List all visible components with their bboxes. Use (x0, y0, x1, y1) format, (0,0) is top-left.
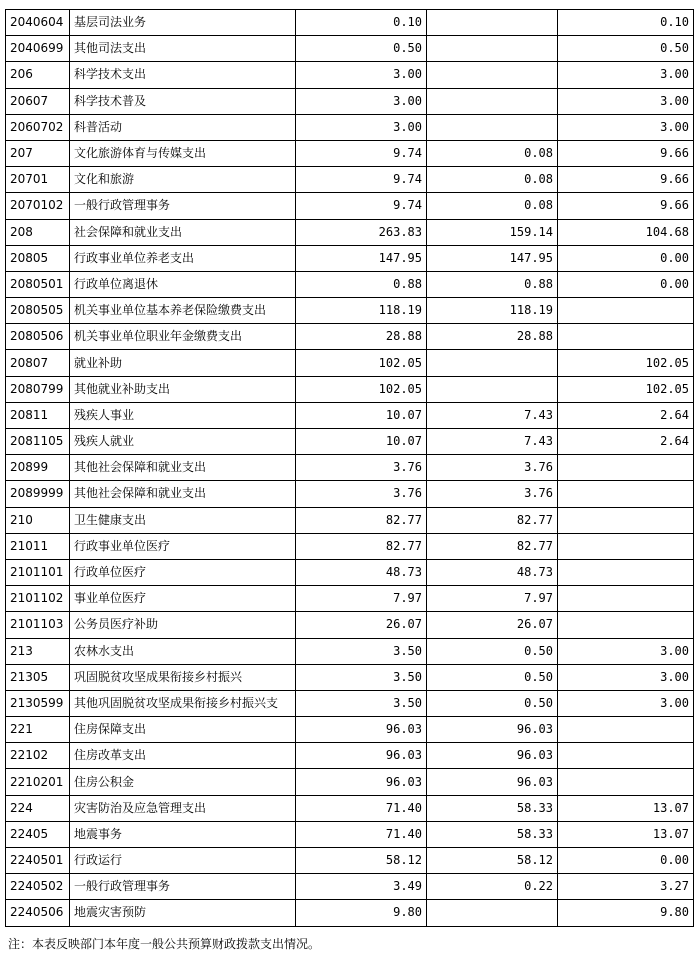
cell-total: 3.76 (296, 481, 427, 507)
cell-name: 地震事务 (70, 821, 296, 847)
cell-total: 3.00 (296, 114, 427, 140)
table-row (6, 245, 694, 271)
cell-code: 224 (6, 795, 70, 821)
cell-code: 2130599 (6, 690, 70, 716)
cell-total: 147.95 (296, 245, 427, 271)
cell-project: 0.00 (558, 245, 694, 271)
cell-name: 其他司法支出 (70, 36, 296, 62)
cell-name: 行政事业单位医疗 (70, 533, 296, 559)
cell-project (558, 586, 694, 612)
table-row (6, 507, 694, 533)
cell-code: 20805 (6, 245, 70, 271)
cell-project: 0.00 (558, 271, 694, 297)
cell-project (558, 559, 694, 585)
cell-code: 20899 (6, 455, 70, 481)
table-row (6, 821, 694, 847)
cell-basic (427, 88, 558, 114)
cell-name: 机关事业单位职业年金缴费支出 (70, 324, 296, 350)
cell-basic: 0.50 (427, 638, 558, 664)
cell-code: 20607 (6, 88, 70, 114)
table-row (6, 193, 694, 219)
table-row (6, 167, 694, 193)
cell-total: 71.40 (296, 795, 427, 821)
table-row (6, 586, 694, 612)
cell-name: 公务员医疗补助 (70, 612, 296, 638)
cell-code: 22102 (6, 743, 70, 769)
cell-basic: 58.33 (427, 821, 558, 847)
cell-project: 2.64 (558, 402, 694, 428)
cell-project (558, 769, 694, 795)
cell-total: 71.40 (296, 821, 427, 847)
cell-total: 118.19 (296, 298, 427, 324)
cell-basic: 48.73 (427, 559, 558, 585)
cell-total: 10.07 (296, 402, 427, 428)
cell-project (558, 455, 694, 481)
cell-project (558, 743, 694, 769)
cell-total: 82.77 (296, 507, 427, 533)
cell-project: 13.07 (558, 795, 694, 821)
table-note: 注：本表反映部门本年度一般公共预算财政拨款支出情况。 (8, 937, 321, 951)
cell-project: 104.68 (558, 219, 694, 245)
cell-total: 3.50 (296, 690, 427, 716)
cell-total: 0.10 (296, 10, 427, 36)
cell-basic: 26.07 (427, 612, 558, 638)
cell-basic: 82.77 (427, 533, 558, 559)
cell-code: 2240506 (6, 900, 70, 926)
cell-code: 206 (6, 62, 70, 88)
cell-name: 文化旅游体育与传媒支出 (70, 140, 296, 166)
cell-basic: 3.76 (427, 481, 558, 507)
table-row (6, 638, 694, 664)
cell-project (558, 717, 694, 743)
cell-basic: 7.43 (427, 429, 558, 455)
table-row (6, 271, 694, 297)
cell-total: 96.03 (296, 743, 427, 769)
cell-name: 灾害防治及应急管理支出 (70, 795, 296, 821)
table-body (6, 10, 694, 927)
cell-basic: 0.08 (427, 167, 558, 193)
cell-basic (427, 376, 558, 402)
cell-project: 102.05 (558, 376, 694, 402)
cell-name: 其他社会保障和就业支出 (70, 455, 296, 481)
cell-name: 巩固脱贫攻坚成果衔接乡村振兴 (70, 664, 296, 690)
cell-code: 2080501 (6, 271, 70, 297)
table-row (6, 795, 694, 821)
cell-total: 48.73 (296, 559, 427, 585)
cell-total: 7.97 (296, 586, 427, 612)
cell-code: 2210201 (6, 769, 70, 795)
cell-total: 10.07 (296, 429, 427, 455)
cell-code: 2101102 (6, 586, 70, 612)
cell-total: 3.49 (296, 874, 427, 900)
cell-code: 213 (6, 638, 70, 664)
cell-total: 96.03 (296, 769, 427, 795)
cell-code: 2101101 (6, 559, 70, 585)
cell-total: 28.88 (296, 324, 427, 350)
cell-code: 20807 (6, 350, 70, 376)
cell-name: 科学技术支出 (70, 62, 296, 88)
cell-name: 住房公积金 (70, 769, 296, 795)
cell-name: 行政单位离退休 (70, 271, 296, 297)
cell-code: 2040604 (6, 10, 70, 36)
table-row (6, 429, 694, 455)
cell-project (558, 533, 694, 559)
cell-code: 2060702 (6, 114, 70, 140)
cell-basic: 58.33 (427, 795, 558, 821)
table-row (6, 10, 694, 36)
cell-code: 2070102 (6, 193, 70, 219)
table-row (6, 848, 694, 874)
table-row (6, 402, 694, 428)
table-row (6, 324, 694, 350)
cell-name: 事业单位医疗 (70, 586, 296, 612)
table-row (6, 769, 694, 795)
cell-project: 3.00 (558, 114, 694, 140)
cell-code: 21011 (6, 533, 70, 559)
cell-total: 82.77 (296, 533, 427, 559)
cell-name: 地震灾害预防 (70, 900, 296, 926)
cell-basic: 96.03 (427, 717, 558, 743)
cell-name: 农林水支出 (70, 638, 296, 664)
table-row (6, 612, 694, 638)
table-row (6, 533, 694, 559)
cell-code: 208 (6, 219, 70, 245)
table-row (6, 743, 694, 769)
cell-code: 2080799 (6, 376, 70, 402)
cell-name: 机关事业单位基本养老保险缴费支出 (70, 298, 296, 324)
cell-name: 卫生健康支出 (70, 507, 296, 533)
cell-code: 2081105 (6, 429, 70, 455)
cell-name: 就业补助 (70, 350, 296, 376)
cell-name: 住房改革支出 (70, 743, 296, 769)
cell-project: 0.00 (558, 848, 694, 874)
table-row (6, 690, 694, 716)
cell-code: 2040699 (6, 36, 70, 62)
cell-project: 3.00 (558, 638, 694, 664)
cell-project: 2.64 (558, 429, 694, 455)
cell-total: 3.50 (296, 638, 427, 664)
cell-basic: 96.03 (427, 743, 558, 769)
table-row (6, 62, 694, 88)
cell-basic: 0.22 (427, 874, 558, 900)
cell-name: 住房保障支出 (70, 717, 296, 743)
cell-basic (427, 62, 558, 88)
cell-project: 0.10 (558, 10, 694, 36)
cell-project: 9.66 (558, 140, 694, 166)
table-row (6, 376, 694, 402)
cell-code: 2080505 (6, 298, 70, 324)
cell-total: 96.03 (296, 717, 427, 743)
cell-name: 科学技术普及 (70, 88, 296, 114)
cell-project (558, 481, 694, 507)
cell-basic: 0.08 (427, 140, 558, 166)
cell-name: 残疾人就业 (70, 429, 296, 455)
cell-project: 102.05 (558, 350, 694, 376)
cell-basic (427, 114, 558, 140)
cell-name: 其他巩固脱贫攻坚成果衔接乡村振兴支 (70, 690, 296, 716)
cell-total: 9.74 (296, 193, 427, 219)
cell-basic: 159.14 (427, 219, 558, 245)
cell-name: 行政事业单位养老支出 (70, 245, 296, 271)
cell-name: 其他就业补助支出 (70, 376, 296, 402)
cell-project: 9.80 (558, 900, 694, 926)
cell-project: 13.07 (558, 821, 694, 847)
cell-total: 3.00 (296, 62, 427, 88)
cell-basic: 28.88 (427, 324, 558, 350)
cell-basic: 0.50 (427, 690, 558, 716)
cell-code: 2101103 (6, 612, 70, 638)
table-row (6, 717, 694, 743)
cell-project: 3.00 (558, 690, 694, 716)
cell-basic: 0.08 (427, 193, 558, 219)
table-row (6, 219, 694, 245)
cell-project: 3.00 (558, 664, 694, 690)
cell-basic: 58.12 (427, 848, 558, 874)
budget-expenditure-table (5, 9, 694, 927)
cell-project: 0.50 (558, 36, 694, 62)
cell-total: 3.00 (296, 88, 427, 114)
cell-name: 社会保障和就业支出 (70, 219, 296, 245)
cell-project (558, 324, 694, 350)
cell-code: 2089999 (6, 481, 70, 507)
cell-basic: 82.77 (427, 507, 558, 533)
table-row (6, 874, 694, 900)
cell-total: 9.74 (296, 167, 427, 193)
cell-project (558, 507, 694, 533)
cell-basic (427, 900, 558, 926)
table-row (6, 350, 694, 376)
cell-code: 20811 (6, 402, 70, 428)
cell-basic: 3.76 (427, 455, 558, 481)
cell-name: 科普活动 (70, 114, 296, 140)
table-row (6, 664, 694, 690)
table-row (6, 559, 694, 585)
cell-code: 2080506 (6, 324, 70, 350)
cell-basic: 0.50 (427, 664, 558, 690)
table-row (6, 88, 694, 114)
cell-basic: 7.97 (427, 586, 558, 612)
cell-name: 文化和旅游 (70, 167, 296, 193)
cell-name: 一般行政管理事务 (70, 874, 296, 900)
table-row (6, 481, 694, 507)
cell-total: 9.80 (296, 900, 427, 926)
cell-code: 221 (6, 717, 70, 743)
table-row (6, 455, 694, 481)
cell-basic: 0.88 (427, 271, 558, 297)
cell-total: 102.05 (296, 376, 427, 402)
table-row (6, 36, 694, 62)
cell-basic: 147.95 (427, 245, 558, 271)
cell-total: 3.76 (296, 455, 427, 481)
cell-total: 3.50 (296, 664, 427, 690)
cell-basic: 7.43 (427, 402, 558, 428)
cell-project: 3.27 (558, 874, 694, 900)
cell-basic: 118.19 (427, 298, 558, 324)
table-row (6, 140, 694, 166)
cell-code: 210 (6, 507, 70, 533)
cell-name: 基层司法业务 (70, 10, 296, 36)
cell-code: 22405 (6, 821, 70, 847)
cell-name: 行政运行 (70, 848, 296, 874)
cell-code: 2240501 (6, 848, 70, 874)
cell-project: 9.66 (558, 193, 694, 219)
cell-name: 残疾人事业 (70, 402, 296, 428)
cell-basic: 96.03 (427, 769, 558, 795)
cell-total: 9.74 (296, 140, 427, 166)
cell-code: 2240502 (6, 874, 70, 900)
cell-code: 21305 (6, 664, 70, 690)
cell-name: 行政单位医疗 (70, 559, 296, 585)
cell-code: 20701 (6, 167, 70, 193)
cell-total: 263.83 (296, 219, 427, 245)
cell-basic (427, 350, 558, 376)
cell-total: 26.07 (296, 612, 427, 638)
table-row (6, 114, 694, 140)
cell-name: 一般行政管理事务 (70, 193, 296, 219)
cell-project: 3.00 (558, 62, 694, 88)
cell-basic (427, 36, 558, 62)
cell-project: 3.00 (558, 88, 694, 114)
cell-basic (427, 10, 558, 36)
table-row (6, 900, 694, 926)
cell-project (558, 298, 694, 324)
cell-total: 0.50 (296, 36, 427, 62)
cell-total: 0.88 (296, 271, 427, 297)
cell-code: 207 (6, 140, 70, 166)
table-row (6, 298, 694, 324)
cell-project: 9.66 (558, 167, 694, 193)
cell-total: 102.05 (296, 350, 427, 376)
cell-name: 其他社会保障和就业支出 (70, 481, 296, 507)
cell-total: 58.12 (296, 848, 427, 874)
cell-project (558, 612, 694, 638)
